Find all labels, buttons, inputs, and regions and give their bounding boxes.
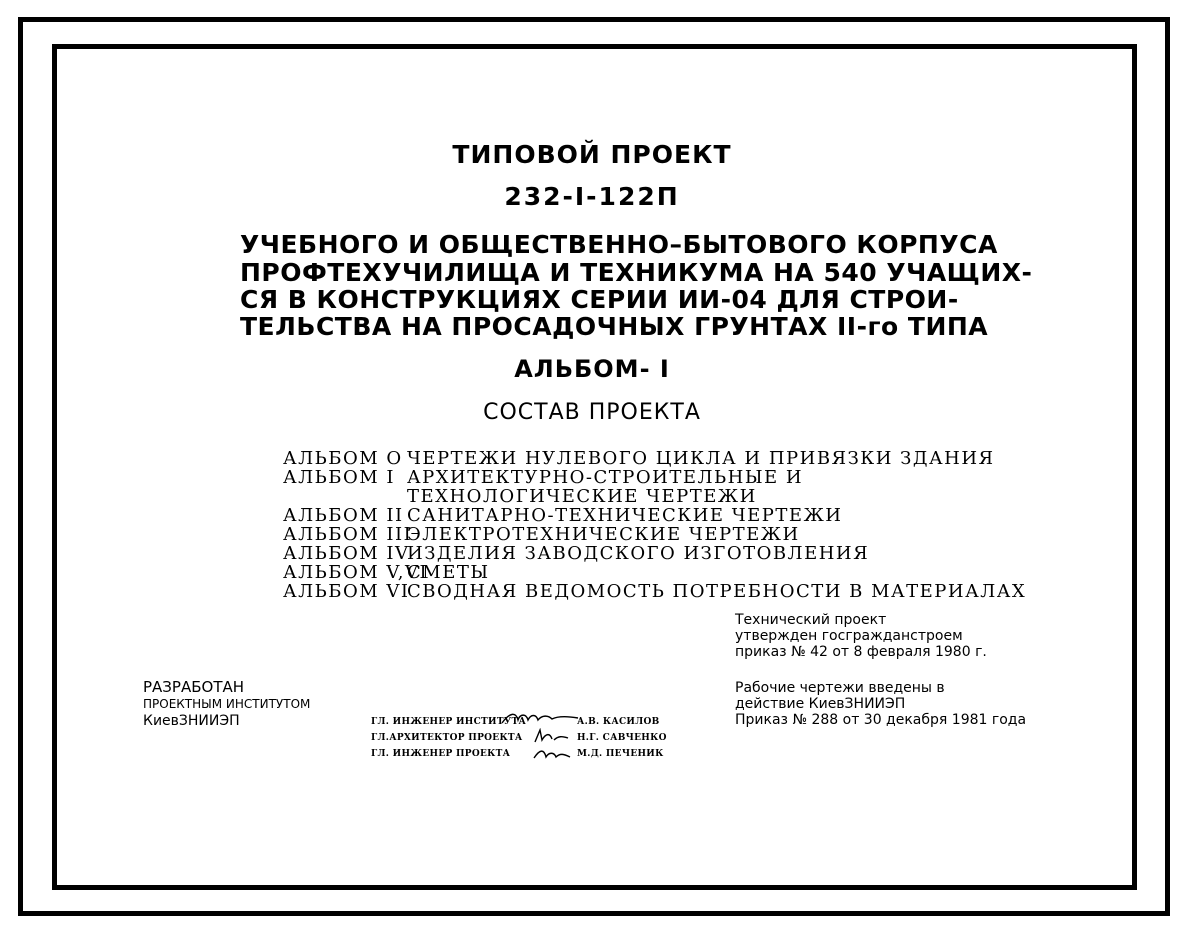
- title-line-1: УЧЕБНОГО И ОБЩЕСТВЕННО–БЫТОВОГО КОРПУСА: [240, 230, 998, 259]
- developer-line-2: ПРОЕКТНЫМ ИНСТИТУТОМ: [143, 697, 311, 711]
- title-line-4: ТЕЛЬСТВА НА ПРОСАДОЧНЫХ ГРУНТАХ II-го ТИПА: [240, 312, 989, 341]
- developer-line-3: КиевЗНИИЭП: [143, 713, 240, 729]
- signature-name: Н.Г. САВЧЕНКО: [577, 733, 667, 743]
- album-row-title: СВОДНАЯ ВЕДОМОСТЬ ПОТРЕБНОСТИ В МАТЕРИАЛАХ: [407, 581, 1027, 602]
- signature-role: ГЛ.АРХИТЕКТОР ПРОЕКТА: [371, 733, 523, 743]
- working-drawings-line-3: Приказ № 288 от 30 декабря 1981 года: [735, 712, 1027, 728]
- signature-role: ГЛ. ИНЖЕНЕР ИНСТИТУТА: [371, 717, 527, 727]
- album-row-label: АЛЬБОМ О: [283, 448, 403, 469]
- developer-line-1: РАЗРАБОТАН: [143, 678, 245, 696]
- album-row-title: ЭЛЕКТРОТЕХНИЧЕСКИЕ ЧЕРТЕЖИ: [407, 524, 800, 545]
- handwritten-signature-pechenik: [532, 746, 572, 762]
- album-row: [283, 544, 869, 564]
- project-type-label: ТИПОВОЙ ПРОЕКТ: [452, 140, 732, 169]
- working-drawings-line-2: действие КиевЗНИИЭП: [735, 696, 906, 712]
- album-row: [283, 563, 490, 583]
- album-row-title: САНИТАРНО-ТЕХНИЧЕСКИЕ ЧЕРТЕЖИ: [407, 505, 843, 526]
- album-row-label: АЛЬБОМ IV: [283, 543, 410, 564]
- signature-role: ГЛ. ИНЖЕНЕР ПРОЕКТА: [371, 749, 511, 759]
- approval-line-2: утвержден госгражданстроем: [735, 628, 963, 644]
- handwritten-signature-savchenko: [532, 728, 572, 744]
- album-row: [283, 487, 757, 507]
- signature-name: А.В. КАСИЛОВ: [577, 717, 660, 727]
- signature-name: М.Д. ПЕЧЕНИК: [577, 749, 664, 759]
- handwritten-signature-kasilov: [500, 710, 580, 726]
- album-row: [283, 525, 800, 545]
- album-row: [283, 468, 803, 488]
- album-row-label: АЛЬБОМ III: [283, 524, 413, 545]
- album-row-title: ИЗДЕЛИЯ ЗАВОДСКОГО ИЗГОТОВЛЕНИЯ: [407, 543, 870, 564]
- album-row: [283, 449, 995, 469]
- approval-line-1: Технический проект: [735, 612, 887, 628]
- title-line-2: ПРОФТЕХУЧИЛИЩА И ТЕХНИКУМА НА 540 УЧАЩИХ-: [240, 258, 1033, 287]
- album-row: [283, 582, 1026, 602]
- album-row-title: АРХИТЕКТУРНО-СТРОИТЕЛЬНЫЕ И: [407, 467, 804, 488]
- working-drawings-line-1: Рабочие чертежи введены в: [735, 680, 945, 696]
- album-row-title: СМЕТЫ: [407, 562, 490, 583]
- album-row-label: АЛЬБОМ V,VI: [283, 562, 429, 583]
- album-number: АЛЬБОМ- I: [514, 355, 670, 383]
- composition-heading: СОСТАВ ПРОЕКТА: [483, 400, 701, 425]
- title-line-3: СЯ В КОНСТРУКЦИЯХ СЕРИИ ИИ-04 ДЛЯ СТРОИ-: [240, 285, 959, 314]
- album-row-title: ЧЕРТЕЖИ НУЛЕВОГО ЦИКЛА И ПРИВЯЗКИ ЗДАНИЯ: [407, 448, 995, 469]
- album-row: [283, 506, 842, 526]
- album-row-title: ТЕХНОЛОГИЧЕСКИЕ ЧЕРТЕЖИ: [407, 486, 757, 507]
- approval-line-3: приказ № 42 от 8 февраля 1980 г.: [735, 644, 987, 660]
- album-row-label: АЛЬБОМ II: [283, 505, 404, 526]
- album-row-label: АЛЬБОМ VI: [283, 581, 410, 602]
- project-number: 232-I-122П: [504, 182, 680, 211]
- album-row-label: АЛЬБОМ I: [283, 467, 396, 488]
